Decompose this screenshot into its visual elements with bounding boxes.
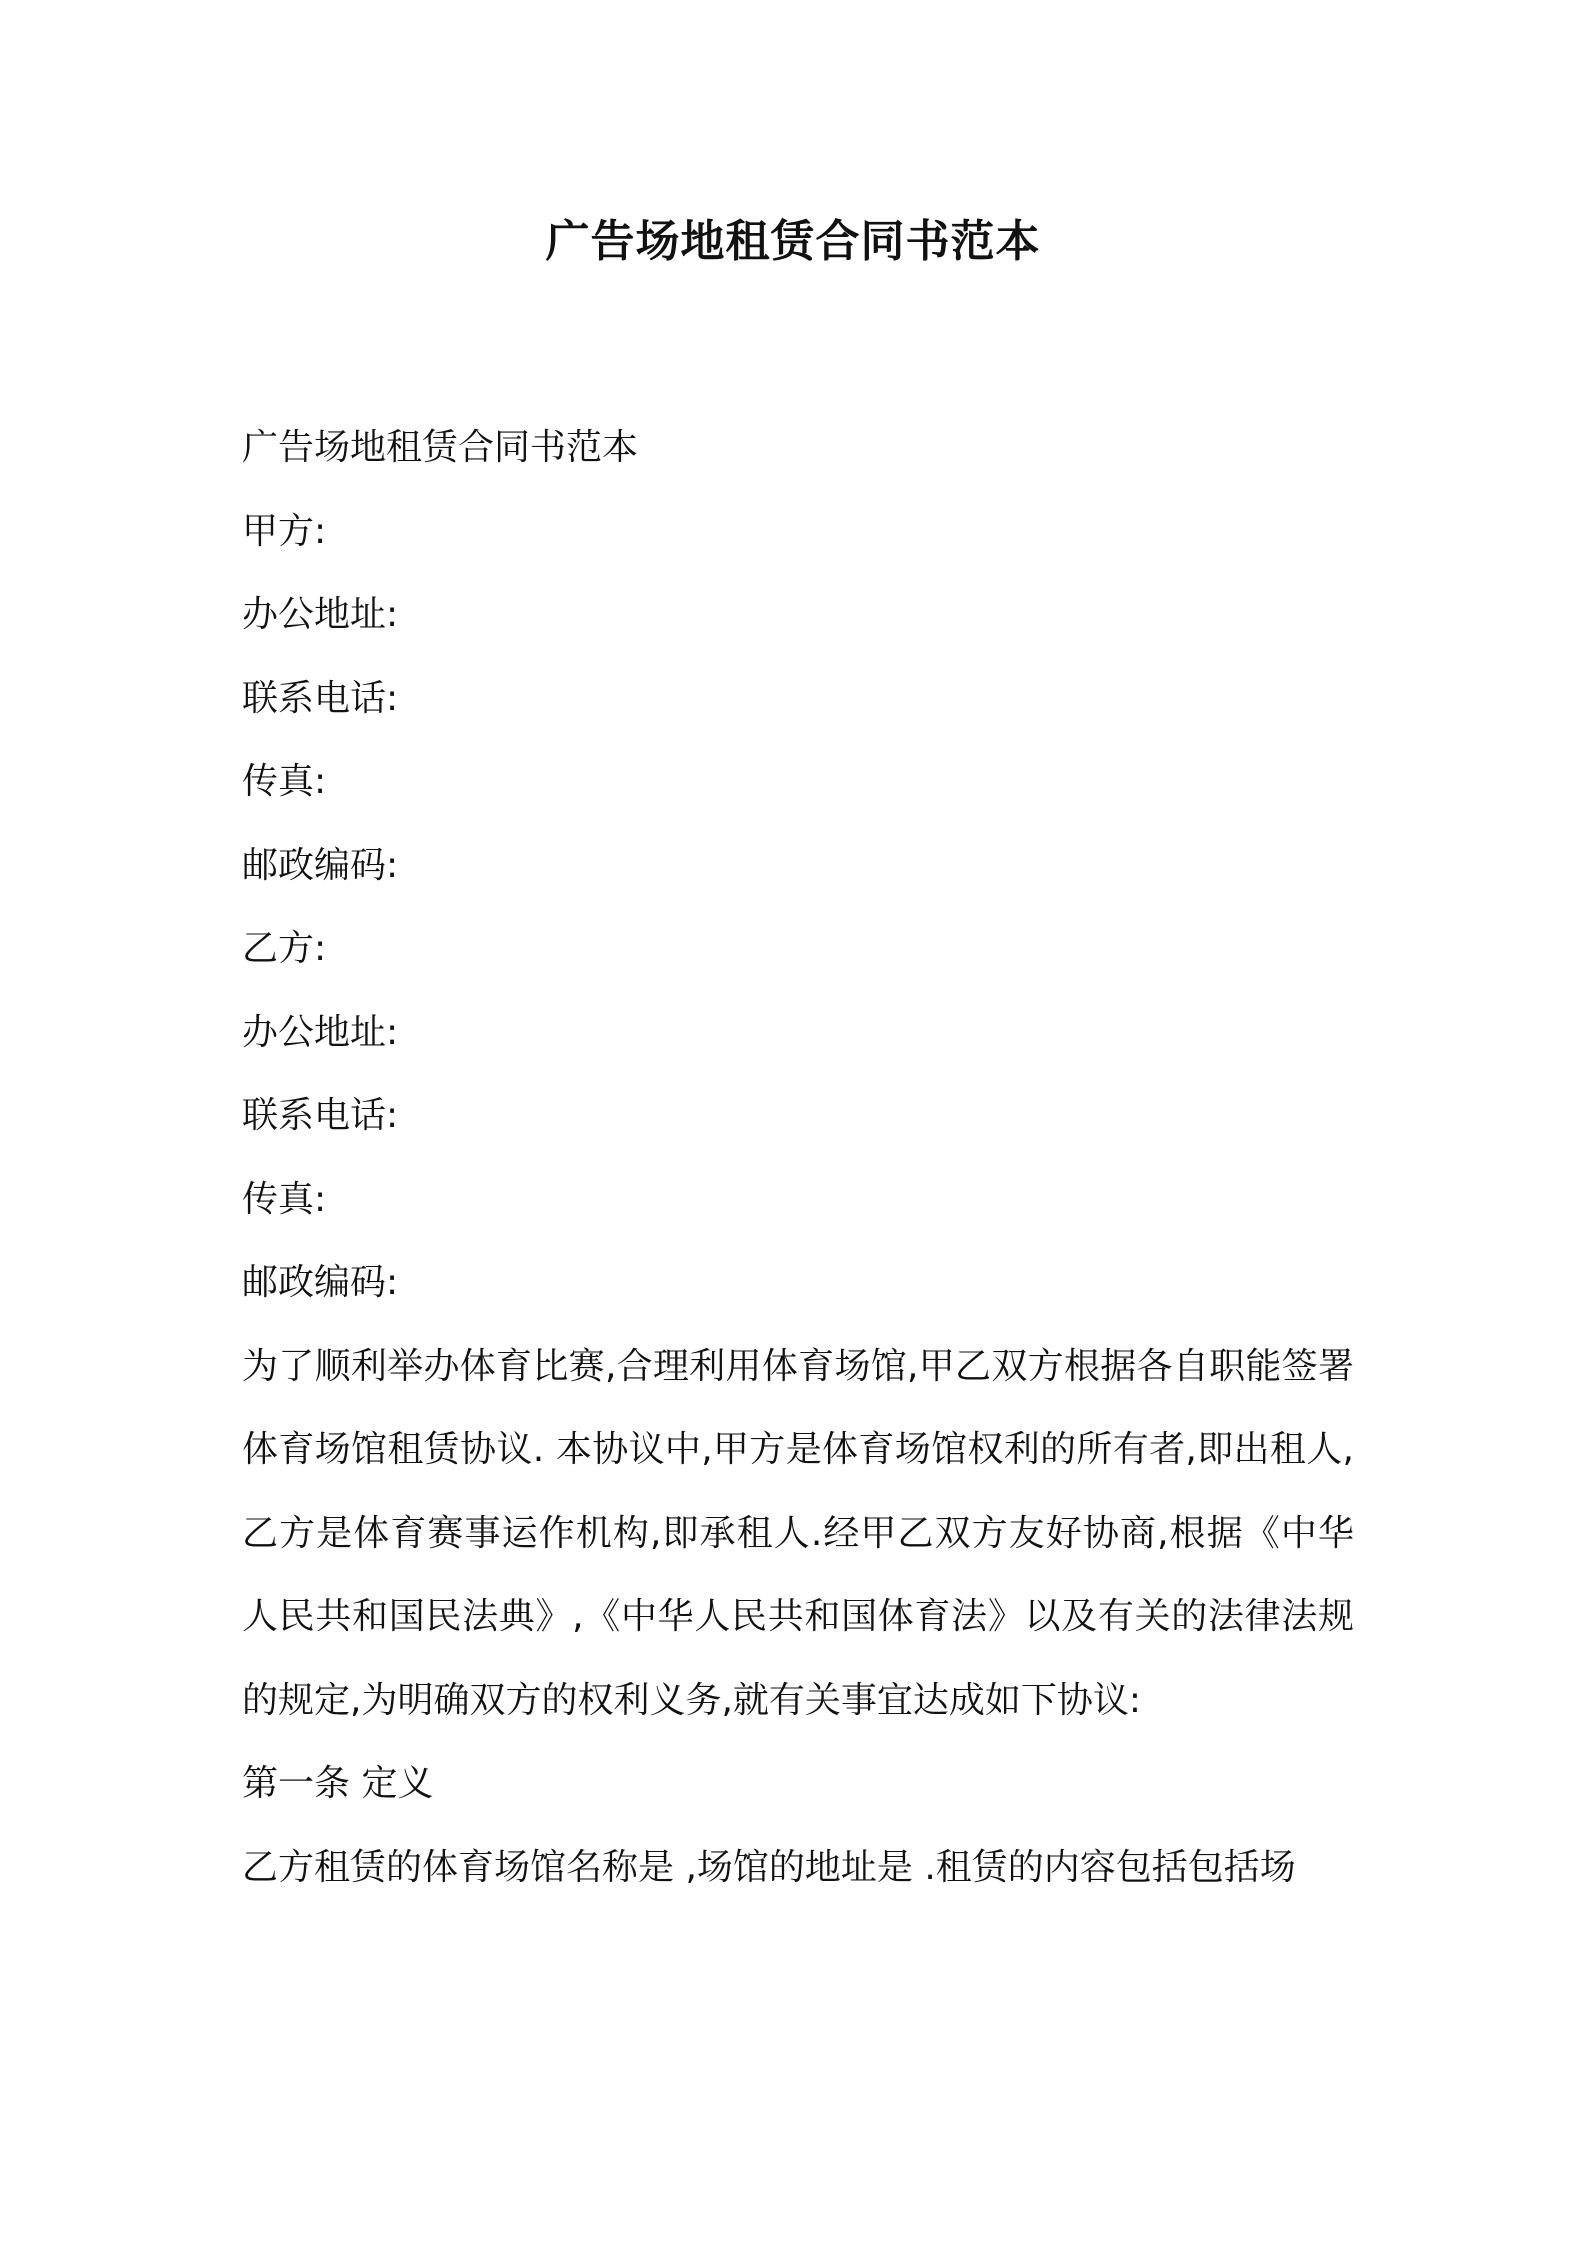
party-b-postcode-label: 邮政编码: [242, 1262, 399, 1303]
article-1-text: 乙方租赁的体育场馆名称是 ,场馆的地址是 .租赁的内容包括包括场 [242, 1846, 1296, 1888]
party-b-phone-label: 联系电话: [242, 1095, 399, 1136]
party-a-phone-label: 联系电话: [242, 677, 399, 719]
party-b-label: 乙方: [242, 928, 327, 969]
party-a-label: 甲方: [242, 510, 327, 552]
article-1-heading: 第一条 定义 [242, 1763, 434, 1804]
contract-subtitle: 广告场地租赁合同书范本 [242, 427, 639, 468]
party-a-fax-label: 传真: [242, 761, 327, 802]
document-body [242, 406, 1354, 1909]
preamble-paragraph: 为了顺利举办体育比赛,合理利用体育场馆,甲乙双方根据各自职能签署 体育场馆租赁协议. 本协议中,甲方是体育场馆权利的所有者,即出租人,乙方是体育赛事运作机构,即承租人.经甲乙双方友好协商,根据《中华人民共和国民法典》,《中华人民共和国体育法》以及有关的法律法规的规定,为明确双方的权利义务,就有关事宜达成如下协议: [242, 1345, 1354, 1721]
document-title: 广告场地租赁合同书范本 [545, 216, 1041, 267]
party-b-address-label: 办公地址: [242, 1011, 399, 1053]
party-b-fax-label: 传真: [242, 1178, 327, 1220]
party-a-postcode-label: 邮政编码: [242, 844, 399, 886]
party-a-address-label: 办公地址: [242, 594, 399, 635]
